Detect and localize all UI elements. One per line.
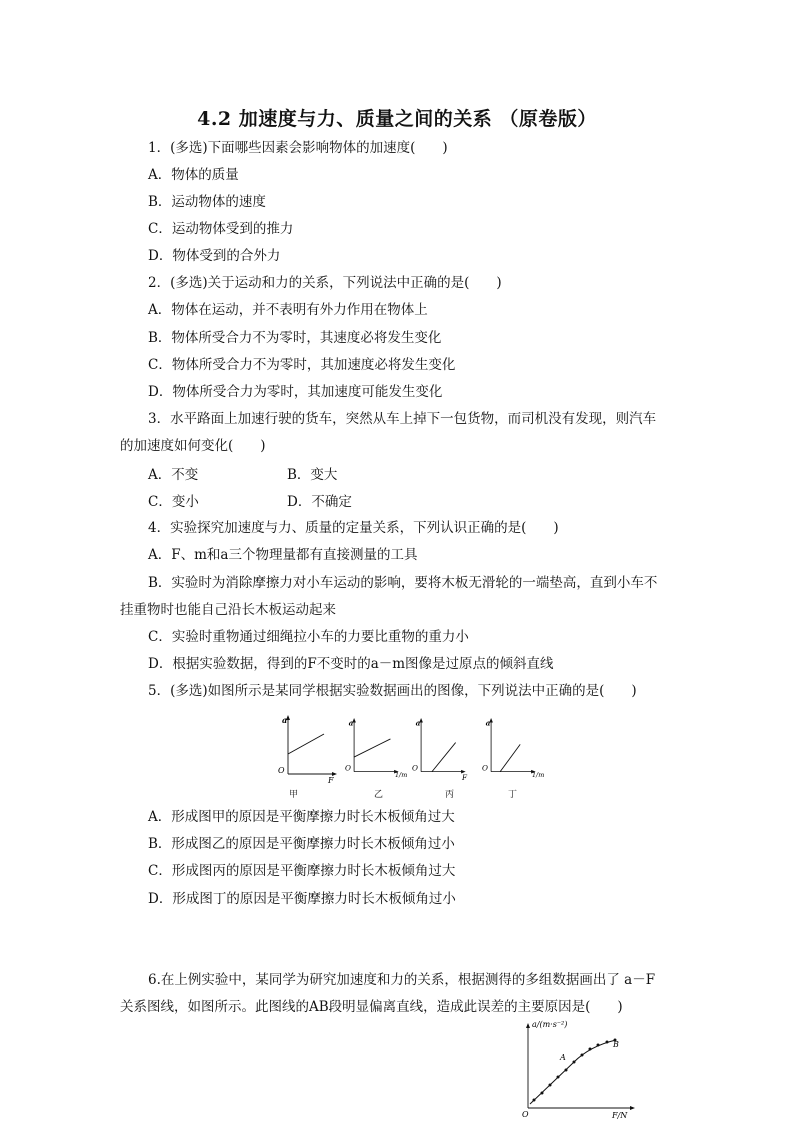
q2-stem: 2．(多选)关于运动和力的关系，下列说法中正确的是( )	[148, 275, 502, 291]
q6-point-a-label: A	[560, 1053, 566, 1062]
q5-option-c: C．形成图丙的原因是平衡摩擦力时长木板倾角过大	[148, 863, 456, 879]
q4-option-b-line1: B．实验时为消除摩擦力对小车运动的影响，要将木板无滑轮的一端垫高，直到小车不	[148, 575, 658, 591]
q5-bing-x-label: F	[462, 772, 468, 782]
q6-point-b-label: B	[613, 1040, 619, 1049]
q5-yi-origin: O	[345, 763, 351, 773]
q5-caption-bing: 丙	[445, 790, 455, 800]
q5-bing-origin: O	[412, 763, 418, 773]
q3-option-b: B．变大	[287, 467, 338, 483]
q4-option-b-line2: 挂重物时也能自己沿长木板运动起来	[120, 602, 336, 618]
q1-stem: 1．(多选)下面哪些因素会影响物体的加速度( )	[148, 140, 448, 156]
q5-yi-x-label: 1/m	[395, 772, 408, 780]
q5-caption-ding: 丁	[508, 790, 518, 800]
q3-option-a: A．不变	[148, 467, 199, 483]
q2-option-d: D．物体所受合力为零时，其加速度可能发生变化	[148, 384, 443, 400]
q5-jia-y-label: a	[282, 715, 288, 725]
q4-stem: 4．实验探究加速度与力、质量的定量关系，下列认识正确的是( )	[148, 520, 559, 536]
q2-option-b: B．物体所受合力不为零时，其速度必将发生变化	[148, 330, 442, 346]
q1-option-a: A．物体的质量	[148, 167, 239, 183]
q6-y-label: a/(m·s⁻²)	[532, 1020, 568, 1029]
q5-graph-jia	[278, 712, 338, 784]
q5-jia-x-label: F	[328, 776, 334, 785]
q6-stem-line1: 6.在上例实验中，某同学为研究加速度和力的关系，根据测得的多组数据画出了 a－F	[148, 972, 656, 988]
q5-jia-origin: O	[278, 766, 285, 775]
q5-graph-ding	[482, 712, 545, 784]
q2-option-a: A．物体在运动，并不表明有外力作用在物体上	[148, 302, 428, 318]
q3-stem-line2: 的加速度如何变化( )	[120, 438, 266, 454]
q2-option-c: C．物体所受合力不为零时，其加速度必将发生变化	[148, 357, 456, 373]
q1-option-b: B．运动物体的速度	[148, 194, 266, 210]
q3-stem-line1: 3．水平路面上加速行驶的货车，突然从车上掉下一包货物，而司机没有发现，则汽车	[148, 411, 657, 427]
q1-option-d: D．物体受到的合外力	[148, 248, 281, 264]
q1-option-c: C．运动物体受到的推力	[148, 221, 294, 237]
q5-caption-jia: 甲	[289, 790, 299, 800]
q6-origin: O	[522, 1110, 529, 1119]
q6-stem-line2: 关系图线，如图所示。此图线的AB段明显偏离直线，造成此误差的主要原因是( )	[120, 999, 623, 1015]
q5-ding-y-label: a	[485, 718, 491, 728]
q6-af-graph	[516, 1016, 636, 1120]
q5-bing-y-label: a	[415, 718, 421, 728]
q6-x-label: F/N	[612, 1111, 628, 1120]
q5-option-d: D．形成图丁的原因是平衡摩擦力时长木板倾角过小	[148, 891, 456, 907]
q5-stem: 5．(多选)如图所示是某同学根据实验数据画出的图像，下列说法中正确的是( )	[148, 683, 637, 699]
q5-caption-yi: 乙	[374, 790, 384, 800]
q3-option-d: D．不确定	[287, 494, 352, 510]
q4-option-a: A．F、m和a三个物理量都有直接测量的工具	[148, 547, 418, 563]
page-title: 4.2 加速度与力、质量之间的关系 （原卷版）	[197, 108, 597, 130]
q5-option-b: B．形成图乙的原因是平衡摩擦力时长木板倾角过小	[148, 836, 455, 852]
q5-yi-y-label: a	[348, 718, 354, 728]
q4-option-c: C．实验时重物通过细绳拉小车的力要比重物的重力小	[148, 629, 469, 645]
q5-ding-x-label: 1/m	[532, 772, 545, 780]
q5-graph-yi	[345, 712, 408, 784]
q5-option-a: A．形成图甲的原因是平衡摩擦力时长木板倾角过大	[148, 809, 455, 825]
q5-graph-bing	[412, 712, 472, 784]
q3-option-c: C．变小	[148, 494, 199, 510]
q4-option-d: D．根据实验数据，得到的F不变时的a－m图像是过原点的倾斜直线	[148, 656, 554, 672]
q5-ding-origin: O	[482, 763, 488, 773]
